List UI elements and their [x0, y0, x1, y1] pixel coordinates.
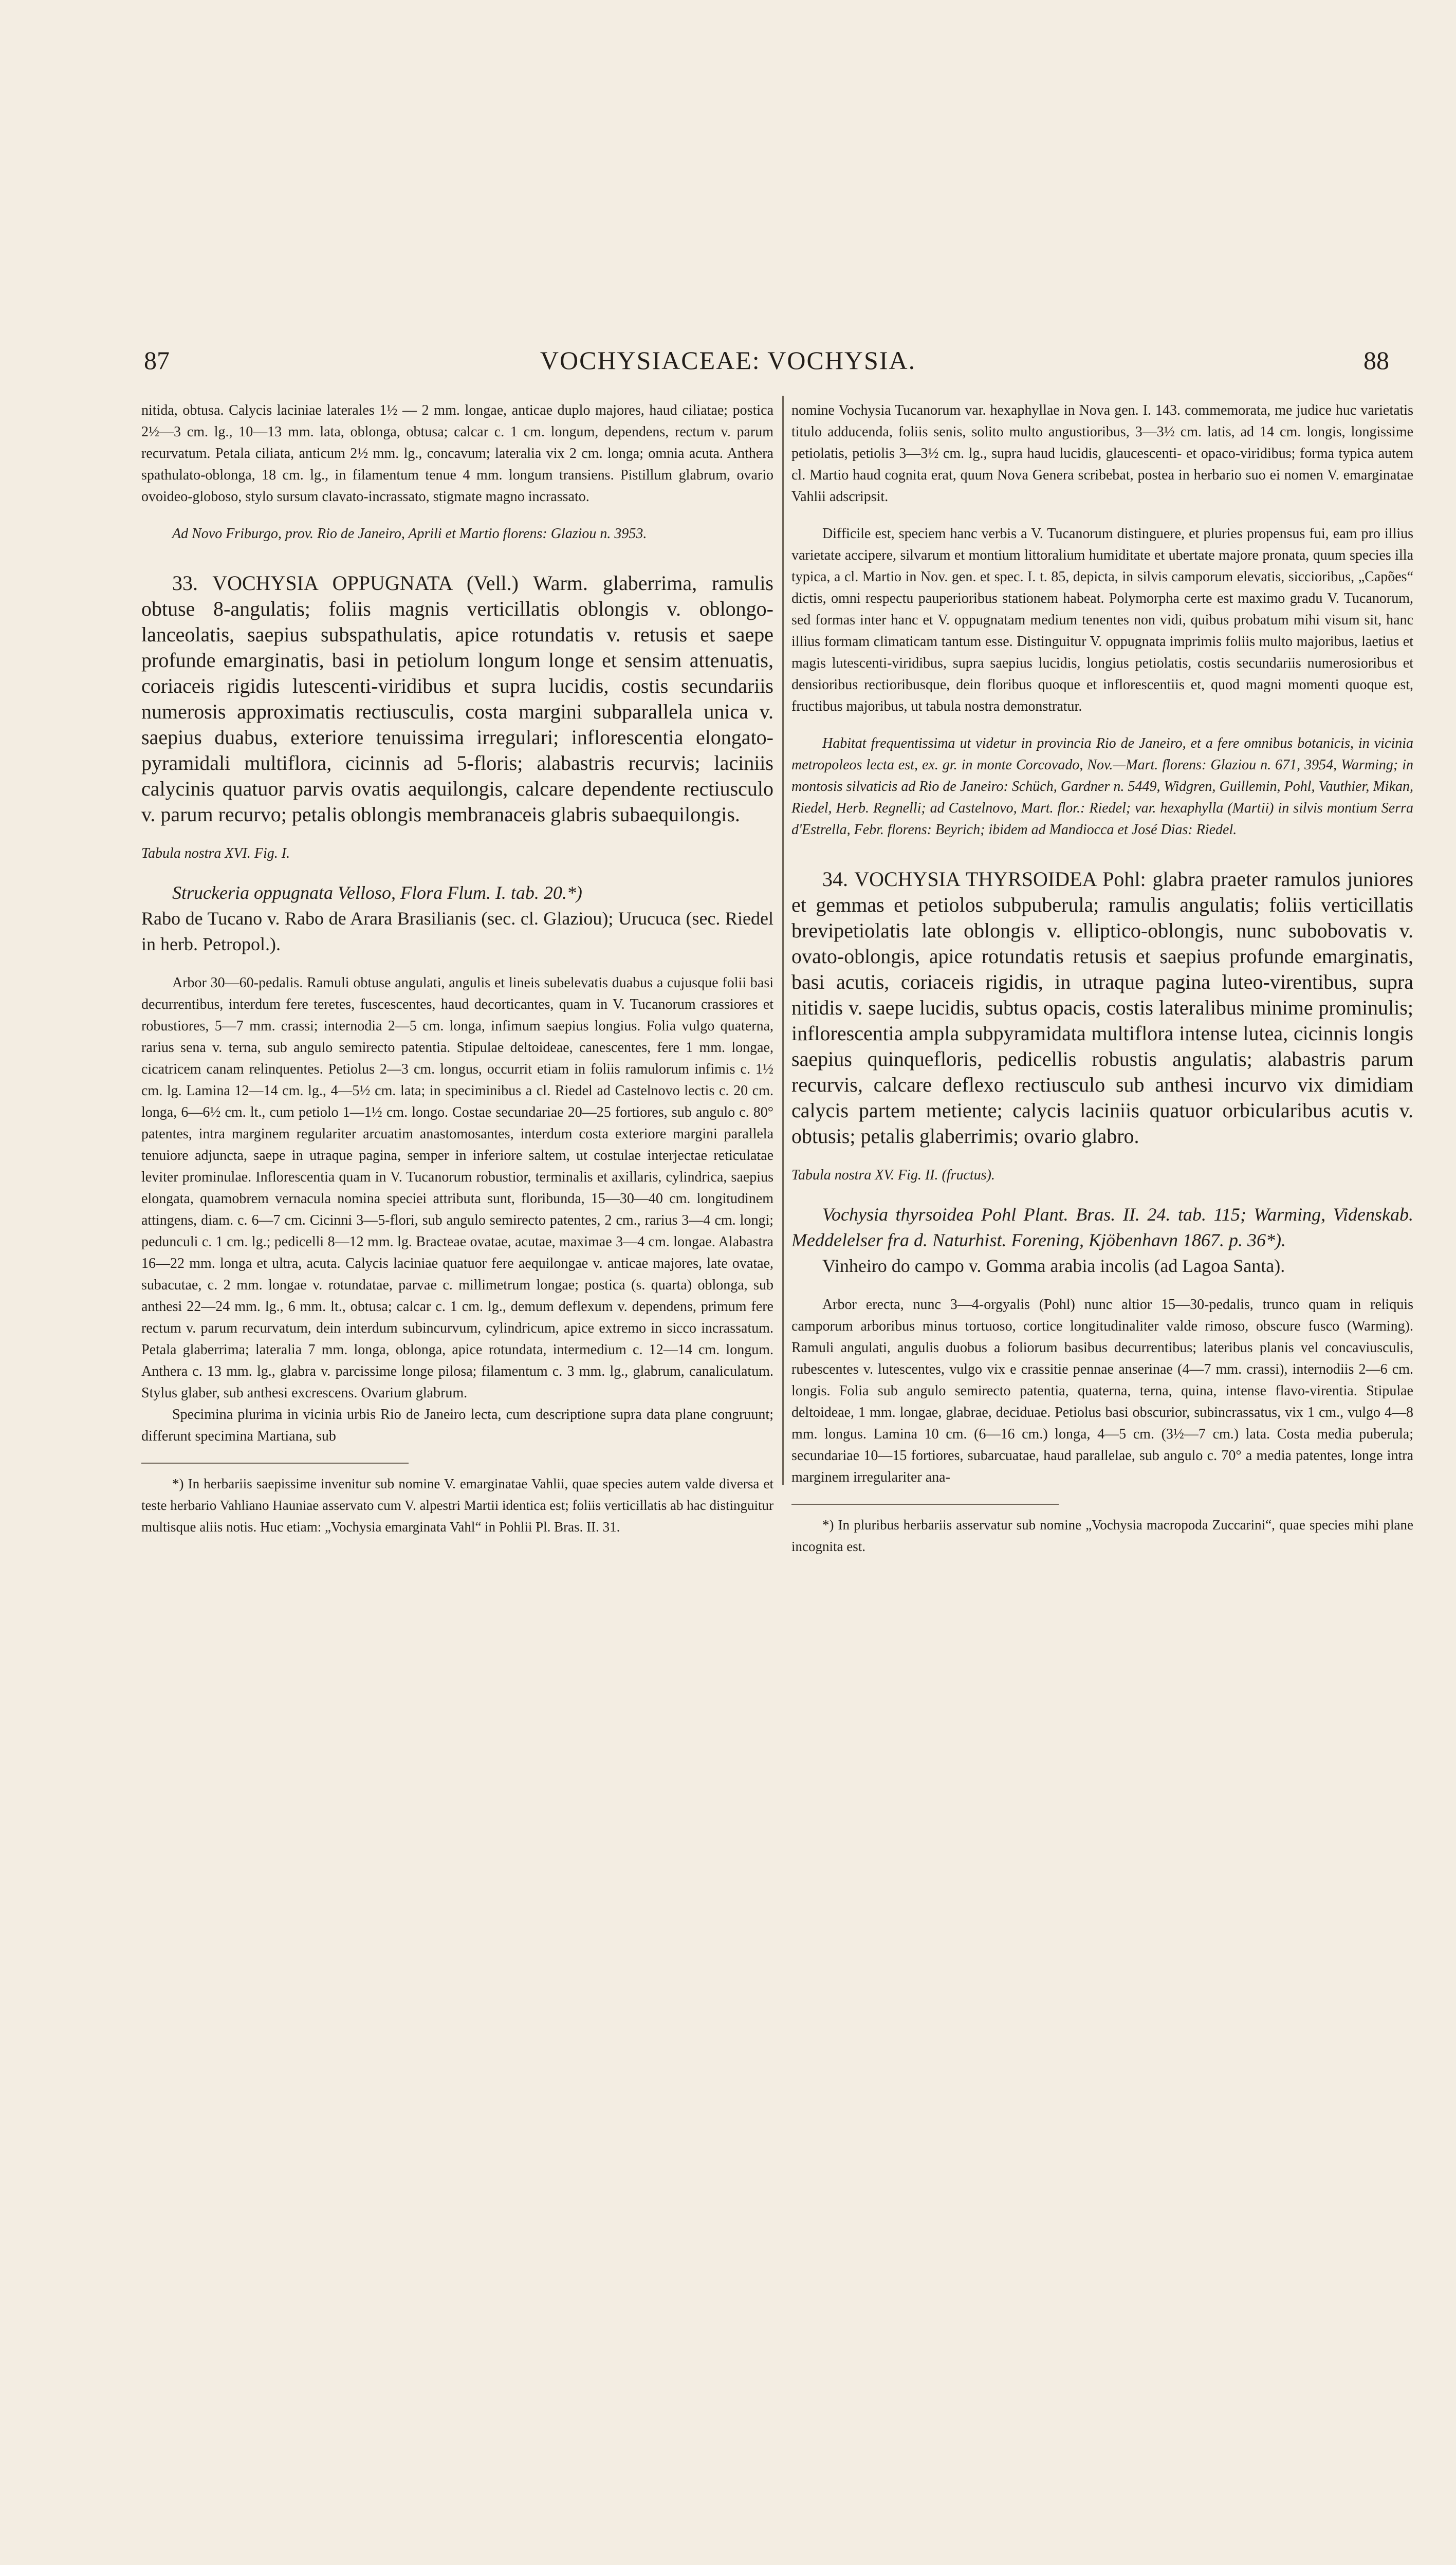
species-33-description: Arbor 30—60-pedalis. Ramuli obtuse angulati, angulis et lineis subelevatis duabus a cujusque folii basi decurrentibus, interdum fere teretes, fuscescentes, haud decorticantes, quam in V. Tucanorum crassiores et robustiores, 5—7 mm. crassi; internodia 2—5 cm. longa, infimum saepius longius. Folia vulgo quaterna, rarius sena v. terna, sub angulo semirecto patentia. Stipulae deltoideae, canescentes, fere 1 mm. longae, cicatricem canam relinquentes. Petiolus 2—3 cm. longus, occurrit etiam in foliis ramulorum infimis c. 1½ cm. lg. Lamina 12—14 cm. lg., 4—5½ cm. lata; in speciminibus a cl. Riedel ad Castelnovo lectis c. 20 cm. longa, 6—6½ cm. lt., cum petiolo 1—1½ cm. longo. Costae secundariae 20—25 fortiores, sub angulo c. 80° patentes, intra marginem regulariter arcuatim anastomosantes, interdum costa exteriore margini parallela tenuiore adjuncta, saepe in utraque pagina, semper in inferiore saltem, ut costulae interjectae reticulatae leviter prominulae. Inflorescentia quam in V. Tucanorum robustior, terminalis et axillaris, cylindrica, saepius elongata, quamobrem vernacula nomina speciei attributa sunt, floribunda, 15—30—40 cm. longitudinem attingens, diam. c. 6—7 cm. Cicinni 3—5-flori, sub angulo semirecto patentes, 2 cm., rarius 3—4 cm. longi; pedunculi c. 1 cm. lg.; pedicelli 8—12 mm. lg. Bracteae ovatae, acutae, maximae 3—4 cm. longae. Alabastra 16—22 mm. longa et ultra, acuta. Calycis laciniae quatuor fere aequilongae v. anticae majores, late ovatae, subacutae, c. 2 mm. longae v. rotundatae, parvae c. millimetrum longae; postica (s. quarta) oblonga, sub anthesi 22—24 mm. lg., 6 mm. lt., obtusa; calcar c. 1 cm. lg., demum deflexum v. dependens, primum fere rectum v. parum recurvatum, dein interdum subincurvum, cylindricum, apice extremo in sicco incrassatum. Petala glaberrima; lateralia 7 mm. longa, oblonga, apice rotundata, intermedium c. 12—14 cm. longum. Anthera c. 13 mm. lg., glabra v. parcissime longe pilosa; filamentum c. 3 mm. lg., glabrum, canaliculatum. Stylus glaber, sub anthesi excrescens. Ovarium glabrum.	[141, 975, 773, 1401]
right-paragraph-1: nomine Vochysia Tucanorum var. hexaphyllae in Nova gen. I. 143. commemorata, me judice huc varietatis titulo adducenda, foliis senis, solito multo angustioribus, 3—3½ cm. latis, ad 14 cm. longis, longissime petiolatis, petiolis 3—3½ cm. lg., supra haud lucidis, glaucescenti- et opaco-viridibus; forma typica autem cl. Martio haud cognita erat, quum Nova Genera scribebat, postea in herbario suo ei nomen V. emarginatae Vahlii adscripsit.	[791, 402, 1413, 505]
left-specimina: Specimina plurima in vicinia urbis Rio de Janeiro lecta, cum descriptione supra data plane congruunt; differunt specimina Martiana, sub	[141, 1407, 773, 1444]
left-column	[141, 400, 773, 1538]
left-footnote: *) In herbariis saepissime invenitur sub nomine V. emarginatae Vahlii, quae species autem valde diversa et teste herbario Vahliano Hauniae asservato cum V. alpestri Martii identica est; foliis verticillatis ab hac distinguitur multisque aliis notis. Huc etiam: „Vochysia emarginata Vahl“ in Pohlii Pl. Bras. II. 31.	[141, 1476, 773, 1535]
species-34-diagnosis: 34. VOCHYSIA THYRSOIDEA Pohl: glabra praeter ramulos juniores et gemmas et petiolos subpuberula; ramulis angulatis; foliis verticillatis brevipetiolatis late oblongis v. elliptico-oblongis, nunc subobovatis v. ovato-oblongis, apice rotundatis retusis et saepius profunde emarginatis, basi acutis, coriaceis rigidis, in utraque pagina luteo-virentibus, supra nitidis v. saepe lucidis, subtus opacis, costis lateralibus minime prominulis; inflorescentia ampla subpyramidata multiflora intense lutea, cicinnis longis saepius quinquefloris, pedicellis robustis angulatis; alabastris parum recurvis, calcare deflexo rectiusculo sub anthesi incurvo vix dimidiam calycis partem metiente; calycis laciniis quatuor orbicularibus acutis v. obtusis; petalis glaberrimis; ovario glabro.	[791, 868, 1413, 1148]
left-synonym-2: Rabo de Tucano v. Rabo de Arara Brasilianis (sec. cl. Glaziou); Urucuca (sec. Riedel in herb. Petropol.).	[141, 908, 773, 954]
running-title: VOCHYSIACEAE: VOCHYSIA.	[540, 346, 916, 375]
page-number-left: 87	[144, 346, 170, 375]
right-habitat: Habitat frequentissima ut videtur in provincia Rio de Janeiro, et a fere omnibus botanicis, in vicinia metropoleos lecta est, ex. gr. in monte Corcovado, Nov.—Mart. florens: Glaziou n. 671, 3954, Warming; in montosis silvaticis ad Rio de Janeiro: Schüch, Gardner n. 5449, Widgren, Guillemin, Pohl, Vauthier, Mikan, Riedel, Herb. Regnelli; ad Castelnovo, Mart. flor.: Riedel; var. hexaphylla (Martii) in silvis montium Serra d'Estrella, Febr. florens: Beyrich; ibidem ad Mandiocca et José Dias: Riedel.	[791, 735, 1413, 838]
right-column	[791, 400, 1413, 1557]
right-tabula: Tabula nostra XV. Fig. II. (fructus).	[791, 1167, 995, 1183]
left-locality: Ad Novo Friburgo, prov. Rio de Janeiro, Aprili et Martio florens: Glaziou n. 3953.	[172, 526, 647, 542]
left-paragraph-1: nitida, obtusa. Calycis laciniae laterales 1½ — 2 mm. longae, anticae duplo majores, haud ciliatae; postica 2½—3 cm. lg., 10—13 mm. lata, oblonga, obtusa; calcar c. 1 cm. longum, dependens, rectum v. parum recurvatum. Petala ciliata, anticum 2½ mm. lg., concavum; lateralia vix 2 cm. longa; omnia acuta. Anthera spathulato-oblonga, 18 cm. lg., in filamentum tenue 4 mm. longum transiens. Pistillum glabrum, ovario ovoideo-globoso, stylo sursum clavato-incrassato, stigmate magno incrassato.	[141, 402, 773, 505]
right-paragraph-2: Difficile est, speciem hanc verbis a V. Tucanorum distinguere, et pluries propensus fui, eam pro illius varietate accipere, silvarum et montium littoralium humiditate et ubertate majore pronata, quum species illa typica, a cl. Martio in Nov. gen. et spec. I. t. 85, depicta, in silvis camporum elevatis, siccioribus, „Capões“ dictis, omni respectu pauperioribus stationem habeat. Polymorpha certe est maximo gradu V. Tucanorum, sed formas inter hanc et V. oppugnatam medium tenentes non vidi, quibus probatum mihi visum sit, hanc illius formam climaticam tantum esse. Distinguitur V. oppugnata imprimis foliis multo majoribus, laetius et magis lutescenti-viridibus, supra saepius lucidis, longius petiolatis, costis secundariis numerosioribus et densioribus rectioribusque, dein floribus quoque et inflorescentiis et, quod magni momenti quoque est, fructibus majoribus, ut tabula nostra demonstratur.	[791, 526, 1413, 714]
page-number-right: 88	[1363, 346, 1389, 375]
footnote-rule	[791, 1504, 1059, 1505]
right-synonym-2: Vinheiro do campo v. Gomma arabia incolis (ad Lagoa Santa).	[822, 1256, 1285, 1276]
page-header	[0, 345, 1456, 392]
footnote-rule	[141, 1463, 409, 1464]
left-synonym-1: Struckeria oppugnata Velloso, Flora Flum. I. tab. 20.*)	[172, 882, 582, 903]
right-footnote: *) In pluribus herbariis asservatur sub nomine „Vochysia macropoda Zuccarini“, quae species mihi plane incognita est.	[791, 1517, 1413, 1554]
right-synonym-1: Vochysia thyrsoidea Pohl Plant. Bras. II. 24. tab. 115; Warming, Videnskab. Meddelelser fra d. Naturhist. Forening, Kjöbenhavn 1867. p. 36*).	[791, 1204, 1413, 1250]
column-divider	[782, 396, 784, 1485]
species-33-diagnosis: 33. VOCHYSIA OPPUGNATA (Vell.) Warm. glaberrima, ramulis obtuse 8-angulatis; foliis magnis verticillatis oblongis v. oblongo-lanceolatis, saepius subspathulatis, apice rotundatis v. retusis et saepe profunde emarginatis, basi in petiolum longum longe et sensim attenuatis, coriaceis rigidis lutescenti-viridibus et supra lucidis, costis secundariis numerosis approximatis rectiusculis, costa margini subparallela unica v. saepius duabus, exteriore tenuissima irregulari; inflorescentia elongato-pyramidali multiflora, cicinnis ad 5-floris; alabastris recurvis; laciniis calycinis quatuor parvis ovatis aequilongis, calcare dependente rectiusculo v. parum recurvo; petalis oblongis membranaceis glabris subaequilongis.	[141, 571, 773, 826]
species-34-description: Arbor erecta, nunc 3—4-orgyalis (Pohl) nunc altior 15—30-pedalis, trunco quam in reliquis camporum arboribus minus tortuoso, cortice longitudinaliter valde rimoso, obscure fusco (Warming). Ramuli angulati, angulis duobus a foliorum basibus decurrentibus; lateribus planis vel concaviusculis, rubescentes v. lutescentes, vulgo vix e crassitie pennae anserinae (4—7 mm. crassi), internodiis 2—6 cm. longis. Folia sub angulo semirecto patentia, quaterna, terna, quina, intense flavo-virentia. Stipulae deltoideae, 1 mm. longae, glabrae, deciduae. Petiolus basi obscurior, subincrassatus, vix 1 cm., vulgo 4—8 mm. longus. Lamina 10 cm. (6—16 cm.) longa, 4—5 cm. (3½—7 cm.) lata. Costa media puberula; secundariae 10—15 fortiores, subarcuatae, haud parallelae, sub angulo c. 70° a media patentes, longe intra marginem irregulariter ana-	[791, 1297, 1413, 1485]
left-tabula: Tabula nostra XVI. Fig. I.	[141, 845, 290, 861]
